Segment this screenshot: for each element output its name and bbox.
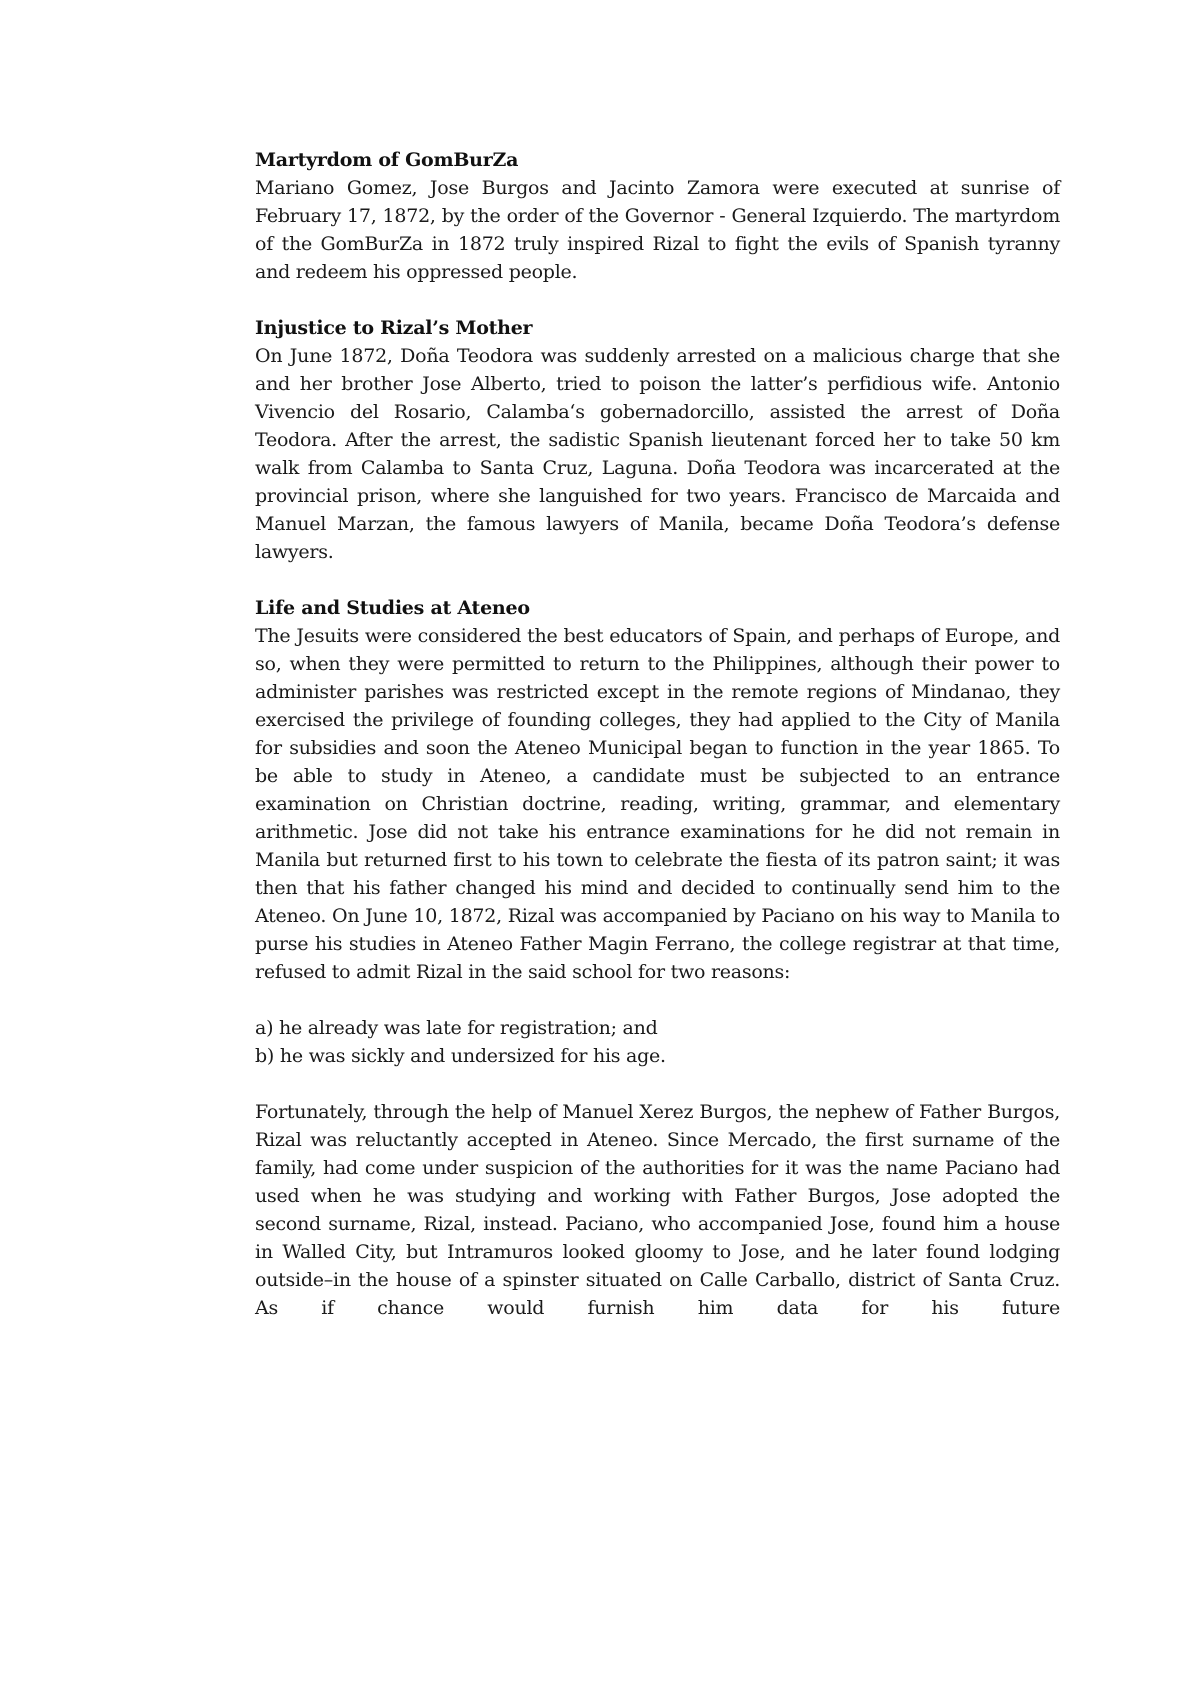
closing-paragraph: Fortunately, through the help of Manuel Xerez Burgos, the nephew of Father Burgos, Rizal was reluctantly accepted in Ateneo. Since Mercado, the first surname of the family, had come under suspicion of the authorities for it was the name Paciano had used when he was studying and working with Father Burgos, Jose adopted the second surname, Rizal, instead. Paciano, who accompanied Jose, found him a house in Walled City, but Intramuros looked gloomy to Jose, and he later found lodging outside–in the house of a spinster situated on Calle Carballo, district of Santa Cruz. As if chance would furnish him data for his future [255,1101,1060,1319]
section-heading: Injustice to Rizal’s Mother [255,317,533,339]
list-item: a) he already was late for registration; and [255,1017,658,1039]
section-injustice-to-mother [255,314,1060,566]
section-heading: Martyrdom of GomBurZa [255,149,519,171]
section-paragraph: The Jesuits were considered the best educators of Spain, and perhaps of Europe, and so, when they were permitted to return to the Philippines, although their power to administer parishes was restricted except in the remote regions of Mindanao, they exercised the privilege of founding colleges, they had applied to the City of Manila for subsidies and soon the Ateneo Municipal began to function in the year 1865. To be able to study in Ateneo, a candidate must be subjected to an entrance examination on Christian doctrine, reading, writing, grammar, and elementary arithmetic. Jose did not take his entrance examinations for he did not remain in Manila but returned first to his town to celebrate the fiesta of its patron saint; it was then that his father changed his mind and decided to continually send him to the Ateneo. On June 10, 1872, Rizal was accompanied by Paciano on his way to Manila to purse his studies in Ateneo Father Magin Ferrano, the college registrar at that time, refused to admit Rizal in the said school for two reasons: [255,625,1060,983]
section-paragraph: Mariano Gomez, Jose Burgos and Jacinto Zamora were executed at sunrise of February 17, 1872, by the order of the Governor - General Izquierdo. The martyrdom of the GomBurZa in 1872 truly inspired Rizal to fight the evils of Spanish tyranny and redeem his oppressed people. [255,177,1060,283]
section-life-at-ateneo [255,594,1060,986]
section-heading: Life and Studies at Ateneo [255,597,530,619]
document-body [255,146,1060,1350]
closing-section [255,1098,1060,1322]
section-paragraph: On June 1872, Doña Teodora was suddenly arrested on a malicious charge that she and her brother Jose Alberto, tried to poison the latter’s perfidious wife. Antonio Vivencio del Rosario, Calamba‘s gobernadorcillo, assisted the arrest of Doña Teodora. After the arrest, the sadistic Spanish lieutenant forced her to take 50 km walk from Calamba to Santa Cruz, Laguna. Doña Teodora was incarcerated at the provincial prison, where she languished for two years. Francisco de Marcaida and Manuel Marzan, the famous lawyers of Manila, became Doña Teodora’s defense lawyers. [255,345,1060,563]
list-item: b) he was sickly and undersized for his age. [255,1045,666,1067]
section-martyrdom-gomburza [255,146,1060,286]
reasons-list [255,1014,1060,1070]
